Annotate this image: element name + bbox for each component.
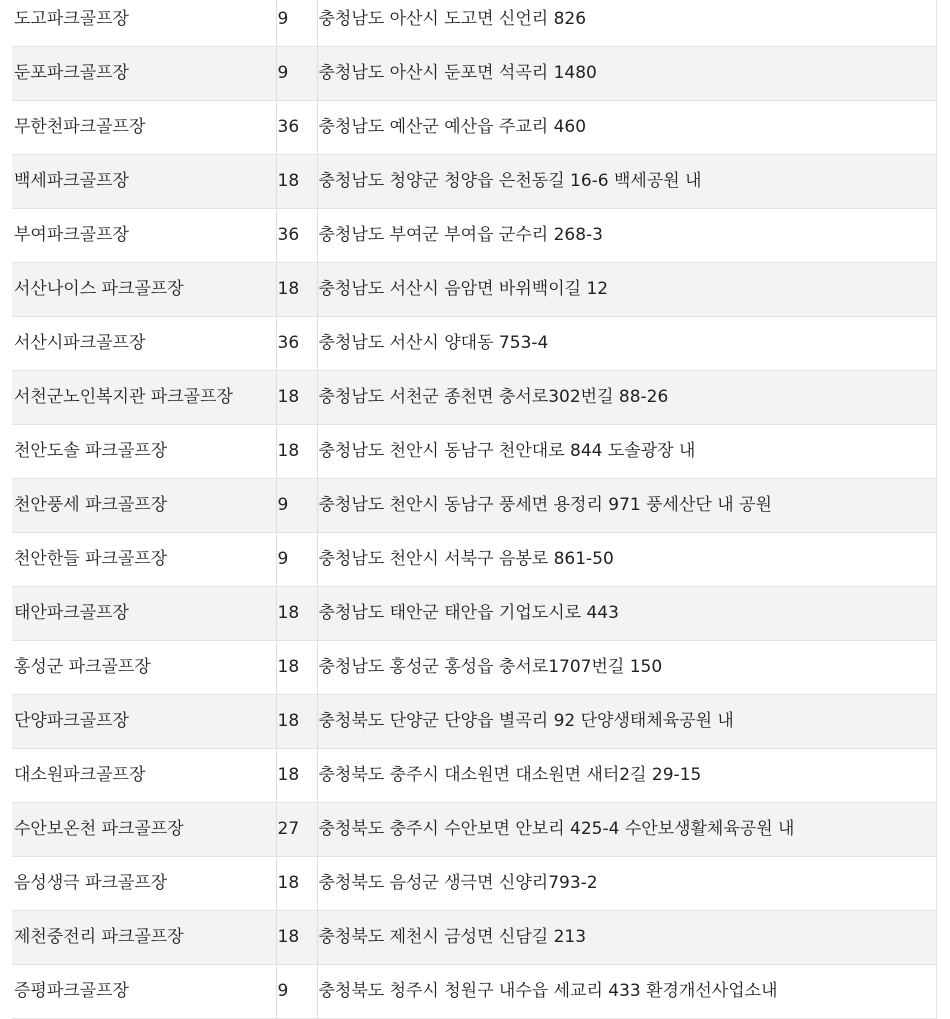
course-name-cell: 수안보온천 파크골프장 [12,802,276,856]
course-name-cell: 무한천파크골프장 [12,100,276,154]
hole-count-cell: 18 [276,694,317,748]
address-cell: 충청남도 아산시 둔포면 석곡리 1480 [317,46,936,100]
table-row [12,154,936,208]
course-name-cell: 제천중전리 파크골프장 [12,910,276,964]
hole-count-cell: 18 [276,856,317,910]
table-row [12,100,936,154]
address-cell: 충청북도 충주시 대소원면 대소원면 새터2길 29-15 [317,748,936,802]
hole-count-cell: 36 [276,100,317,154]
hole-count-cell: 18 [276,748,317,802]
address-cell: 충청북도 청주시 청원구 내수읍 세교리 433 환경개선사업소내 [317,964,936,1018]
table-row [12,640,936,694]
hole-count-cell: 18 [276,640,317,694]
address-cell: 충청남도 서천군 종천면 충서로302번길 88-26 [317,370,936,424]
course-name-cell: 대소원파크골프장 [12,748,276,802]
course-name-cell: 둔포파크골프장 [12,46,276,100]
address-cell: 충청남도 천안시 서북구 음봉로 861-50 [317,532,936,586]
hole-count-cell: 18 [276,586,317,640]
course-name-cell: 도고파크골프장 [12,0,276,46]
course-name-cell: 천안한들 파크골프장 [12,532,276,586]
course-name-cell: 천안도솔 파크골프장 [12,424,276,478]
address-cell: 충청남도 천안시 동남구 천안대로 844 도솔광장 내 [317,424,936,478]
hole-count-cell: 18 [276,424,317,478]
hole-count-cell: 18 [276,262,317,316]
golf-course-table-container [12,0,936,1019]
table-body [12,0,936,1018]
address-cell: 충청북도 음성군 생극면 신양리793-2 [317,856,936,910]
table-row [12,424,936,478]
table-row [12,478,936,532]
hole-count-cell: 9 [276,46,317,100]
address-cell: 충청남도 부여군 부여읍 군수리 268-3 [317,208,936,262]
table-row [12,532,936,586]
address-cell: 충청남도 예산군 예산읍 주교리 460 [317,100,936,154]
course-name-cell: 부여파크골프장 [12,208,276,262]
address-cell: 충청북도 단양군 단양읍 별곡리 92 단양생태체육공원 내 [317,694,936,748]
table-row [12,370,936,424]
table-row [12,856,936,910]
address-cell: 충청남도 서산시 양대동 753-4 [317,316,936,370]
course-name-cell: 홍성군 파크골프장 [12,640,276,694]
hole-count-cell: 36 [276,316,317,370]
table-row [12,262,936,316]
address-cell: 충청남도 천안시 동남구 풍세면 용정리 971 풍세산단 내 공원 [317,478,936,532]
course-name-cell: 증평파크골프장 [12,964,276,1018]
hole-count-cell: 18 [276,910,317,964]
hole-count-cell: 27 [276,802,317,856]
table-row [12,0,936,46]
table-row [12,586,936,640]
hole-count-cell: 18 [276,370,317,424]
course-name-cell: 서산시파크골프장 [12,316,276,370]
table-row [12,316,936,370]
course-name-cell: 단양파크골프장 [12,694,276,748]
hole-count-cell: 9 [276,964,317,1018]
hole-count-cell: 9 [276,532,317,586]
hole-count-cell: 9 [276,478,317,532]
address-cell: 충청남도 태안군 태안읍 기업도시로 443 [317,586,936,640]
course-name-cell: 천안풍세 파크골프장 [12,478,276,532]
hole-count-cell: 18 [276,154,317,208]
hole-count-cell: 9 [276,0,317,46]
address-cell: 충청남도 청양군 청양읍 은천동길 16-6 백세공원 내 [317,154,936,208]
table-row [12,46,936,100]
address-cell: 충청남도 홍성군 홍성읍 충서로1707번길 150 [317,640,936,694]
course-name-cell: 음성생극 파크골프장 [12,856,276,910]
table-row [12,910,936,964]
hole-count-cell: 36 [276,208,317,262]
address-cell: 충청북도 충주시 수안보면 안보리 425-4 수안보생활체육공원 내 [317,802,936,856]
course-name-cell: 백세파크골프장 [12,154,276,208]
course-name-cell: 태안파크골프장 [12,586,276,640]
table-row [12,964,936,1018]
table-row [12,748,936,802]
table-row [12,694,936,748]
course-name-cell: 서천군노인복지관 파크골프장 [12,370,276,424]
table-row [12,208,936,262]
address-cell: 충청남도 아산시 도고면 신언리 826 [317,0,936,46]
table-row [12,802,936,856]
golf-course-table [12,0,937,1019]
address-cell: 충청북도 제천시 금성면 신담길 213 [317,910,936,964]
address-cell: 충청남도 서산시 음암면 바위백이길 12 [317,262,936,316]
course-name-cell: 서산나이스 파크골프장 [12,262,276,316]
